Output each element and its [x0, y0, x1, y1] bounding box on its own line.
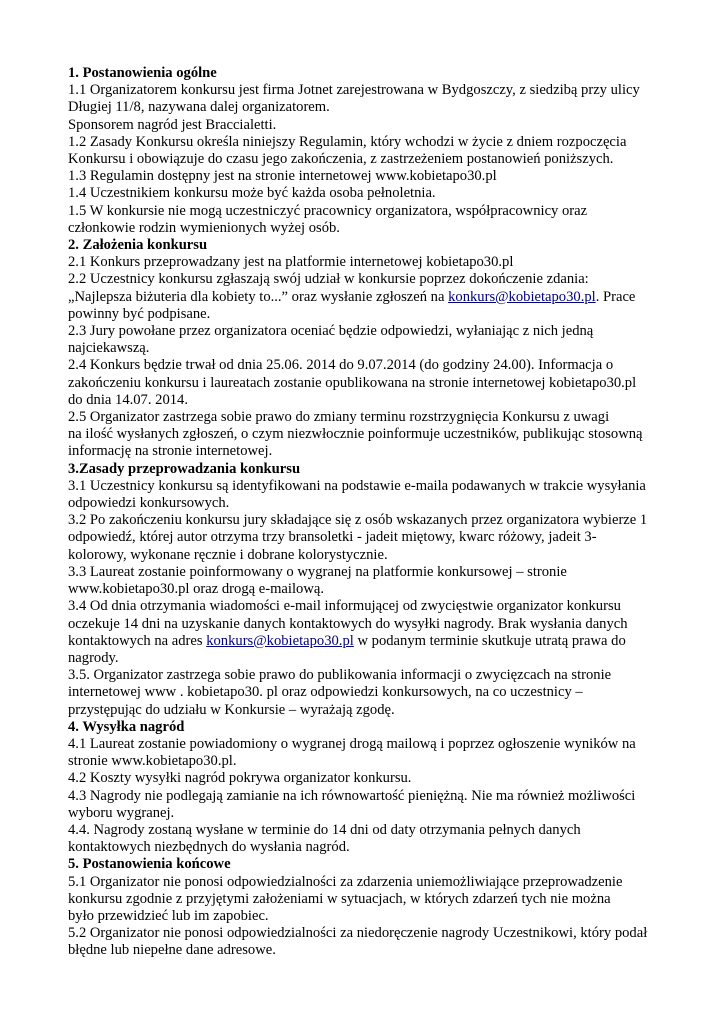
- text-line: [68, 271, 684, 288]
- line-text: Długiej 11/8, nazywana dalej organizatorem.: [68, 99, 330, 116]
- text-line: [68, 357, 684, 374]
- text-line: [68, 822, 684, 839]
- text-line: [68, 547, 684, 564]
- line-text: informację na stronie internetowej.: [68, 443, 273, 460]
- line-text: 5.2 Organizator nie ponosi odpowiedzialności za niedoręczenie nagrody Uczestnikowi, który podał: [68, 925, 648, 942]
- text-line: [68, 185, 684, 202]
- line-text: 3.2 Po zakończeniu konkursu jury składające się z osób wskazanych przez organizatora wybierze 1: [68, 512, 648, 529]
- line-text: 1.4 Uczestnikiem konkursu może być każda osoba pełnoletnia.: [68, 185, 436, 202]
- text-line: [68, 151, 684, 168]
- section-heading: [68, 461, 684, 478]
- text-line: [68, 788, 684, 805]
- line-text: 1.5 W konkursie nie mogą uczestniczyć pracownicy organizatora, współpracownicy oraz: [68, 202, 588, 219]
- email-link[interactable]: konkurs@kobietapo30.pl: [206, 632, 354, 649]
- text-line: [68, 82, 684, 99]
- line-text: członkowie rodzin wymienionych wyżej osób.: [68, 219, 340, 236]
- line-text: nagrody.: [68, 649, 119, 666]
- section-heading: [68, 65, 684, 82]
- line-text: 3.5. Organizator zastrzega sobie prawo do publikowania informacji o zwycięzcach na stronie: [68, 667, 612, 684]
- text-line: [68, 598, 684, 615]
- section-heading: [68, 237, 684, 254]
- line-text: „Najlepsza biżuteria dla kobiety to...” oraz wysłanie zgłoszeń na: [68, 288, 449, 305]
- text-line: [68, 702, 684, 719]
- line-text: 3.4 Od dnia otrzymania wiadomości e-mail informującej od zwycięstwie organizator konkursu: [68, 598, 621, 615]
- text-line: [68, 254, 684, 271]
- text-line: [68, 770, 684, 787]
- line-text: w podanym terminie skutkuje utratą prawa do: [353, 632, 626, 649]
- line-text: 4.1 Laureat zostanie powiadomiony o wygranej drogą mailową i poprzez ogłoszenie wyników na: [68, 735, 636, 752]
- line-text: 4.2 Koszty wysyłki nagród pokrywa organizator konkursu.: [68, 770, 412, 787]
- text-line: [68, 529, 684, 546]
- line-text: konkursu zgodnie z przyjętymi założeniami w sytuacjach, w których zdarzeń tych nie można: [68, 890, 611, 907]
- text-line: [68, 220, 684, 237]
- text-line: [68, 908, 684, 925]
- text-line: [68, 340, 684, 357]
- text-line: [68, 409, 684, 426]
- line-text: 2.3 Jury powołane przez organizatora oceniać będzie odpowiedzi, wyłaniając z nich jedną: [68, 323, 594, 340]
- line-text: 4.4. Nagrody zostaną wysłane w terminie do 14 dni od daty otrzymania pełnych danych: [68, 821, 581, 838]
- text-line: [68, 805, 684, 822]
- text-line: [68, 168, 684, 185]
- line-text: oczekuje 14 dni na uzyskanie danych kontaktowych do wysyłki nagrody. Brak wysłania danych: [68, 615, 628, 632]
- text-line: [68, 375, 684, 392]
- text-line: [68, 117, 684, 134]
- text-line: [68, 478, 684, 495]
- line-text: 3.1 Uczestnicy konkursu są identyfikowani na podstawie e-maila podawanych w trakcie wysyłania: [68, 477, 646, 494]
- line-text: 2. Założenia konkursu: [68, 237, 208, 254]
- text-line: [68, 289, 684, 306]
- line-text: www.kobietapo30.pl oraz drogą e-mailową.: [68, 581, 324, 598]
- line-text: internetowej www . kobietapo30. pl oraz odpowiedzi konkursowych, na co uczestnicy –: [68, 684, 583, 701]
- text-line: [68, 306, 684, 323]
- text-line: [68, 839, 684, 856]
- line-text: 1.2 Zasady Konkursu określa niniejszy Regulamin, który wchodzi w życie z dniem rozpoczęcia: [68, 133, 627, 150]
- text-line: [68, 512, 684, 529]
- line-text: 5.1 Organizator nie ponosi odpowiedzialności za zdarzenia uniemożliwiające przeprowadzenie: [68, 873, 623, 890]
- line-text: powinny być podpisane.: [68, 305, 211, 322]
- text-line: [68, 99, 684, 116]
- line-text: odpowiedź, której autor otrzyma trzy bransoletki - jadeit miętowy, kwarc różowy, jadeit 3-: [68, 529, 597, 546]
- line-text: wyboru wygranej.: [68, 804, 175, 821]
- text-line: [68, 392, 684, 409]
- line-text: było przewidzieć lub im zapobiec.: [68, 907, 269, 924]
- line-text: błędne lub niepełne dane adresowe.: [68, 942, 276, 959]
- text-line: [68, 495, 684, 512]
- line-text: 5. Postanowienia końcowe: [68, 856, 231, 873]
- text-line: [68, 925, 684, 942]
- document-body: [68, 65, 684, 960]
- text-line: [68, 667, 684, 684]
- line-text: do dnia 14.07. 2014.: [68, 391, 188, 408]
- line-text: 2.1 Konkurs przeprowadzany jest na platformie internetowej kobietapo30.pl: [68, 254, 514, 271]
- text-line: [68, 426, 684, 443]
- line-text: 2.2 Uczestnicy konkursu zgłaszają swój udział w konkursie poprzez dokończenie zdania:: [68, 271, 589, 288]
- line-text: 2.5 Organizator zastrzega sobie prawo do zmiany terminu rozstrzygnięcia Konkursu z uwagi: [68, 409, 610, 426]
- line-text: 4. Wysyłka nagród: [68, 718, 185, 735]
- text-line: [68, 581, 684, 598]
- text-line: [68, 564, 684, 581]
- section-heading: [68, 856, 684, 873]
- text-line: [68, 753, 684, 770]
- text-line: [68, 942, 684, 959]
- text-line: [68, 443, 684, 460]
- email-link[interactable]: konkurs@kobietapo30.pl: [448, 288, 596, 305]
- text-line: [68, 891, 684, 908]
- text-line: [68, 684, 684, 701]
- line-text: 2.4 Konkurs będzie trwał od dnia 25.06. 2014 do 9.07.2014 (do godziny 24.00). Informacja o: [68, 357, 614, 374]
- line-text: przystępując do udziału w Konkursie – wyrażają zgodę.: [68, 701, 395, 718]
- text-line: [68, 203, 684, 220]
- line-text: 1.3 Regulamin dostępny jest na stronie internetowej www.kobietapo30.pl: [68, 168, 497, 185]
- line-text: stronie www.kobietapo30.pl.: [68, 753, 237, 770]
- line-text: najciekawszą.: [68, 340, 150, 357]
- text-line: [68, 323, 684, 340]
- line-text: odpowiedzi konkursowych.: [68, 495, 230, 512]
- text-line: [68, 616, 684, 633]
- line-text: Sponsorem nagród jest Braccialetti.: [68, 116, 277, 133]
- section-heading: [68, 719, 684, 736]
- text-line: [68, 650, 684, 667]
- line-text: zakończeniu konkursu i laureatach zostanie opublikowana na stronie internetowej kobietapo30.pl: [68, 374, 637, 391]
- line-text: 3.3 Laureat zostanie poinformowany o wygranej na platformie konkursowej – stronie: [68, 563, 567, 580]
- text-line: [68, 736, 684, 753]
- line-text: 1. Postanowienia ogólne: [68, 65, 217, 81]
- line-text: na ilość wysłanych zgłoszeń, o czym niezwłocznie poinformuje uczestników, publikując stosowną: [68, 426, 643, 443]
- line-text: kontaktowych na adres: [68, 632, 207, 649]
- line-text: . Prace: [595, 288, 636, 305]
- text-line: [68, 134, 684, 151]
- line-text: 4.3 Nagrody nie podlegają zamianie na ich równowartość pieniężną. Nie ma również możliwości: [68, 787, 636, 804]
- line-text: kontaktowych niezbędnych do wysłania nagród.: [68, 839, 350, 856]
- line-text: Konkursu i obowiązuje do czasu jego zakończenia, z zastrzeżeniem postanowień poniższych.: [68, 151, 614, 168]
- text-line: [68, 874, 684, 891]
- line-text: 1.1 Organizatorem konkursu jest firma Jotnet zarejestrowana w Bydgoszczy, z siedzibą przy ulicy: [68, 82, 640, 99]
- line-text: kolorowy, wykonane ręcznie i dobrane kolorystycznie.: [68, 546, 388, 563]
- text-line: [68, 633, 684, 650]
- line-text: 3.Zasady przeprowadzania konkursu: [68, 460, 301, 477]
